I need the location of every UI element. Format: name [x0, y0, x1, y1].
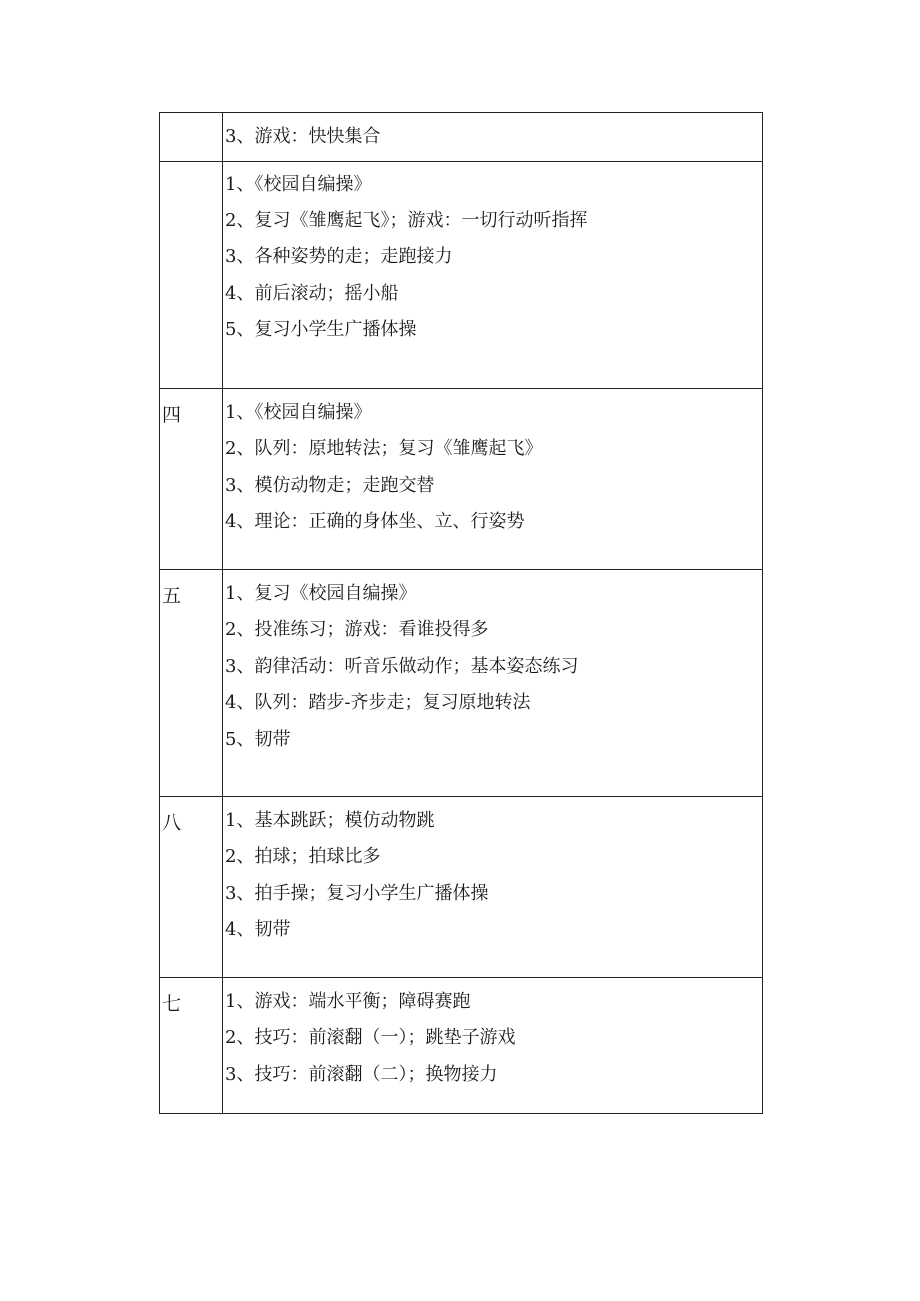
lesson-schedule-table: [159, 112, 763, 1114]
week-cell: [160, 113, 223, 162]
week-cell: 七: [160, 977, 223, 1113]
week-cell: 五: [160, 569, 223, 796]
lesson-item: 1、《校园自编操》: [225, 401, 372, 423]
schedule-row: [160, 161, 763, 388]
lesson-item: 1、复习《校园自编操》: [225, 582, 417, 604]
lesson-item: 3、模仿动物走；走跑交替: [225, 474, 435, 496]
lesson-item: 4、前后滚动；摇小船: [225, 282, 399, 304]
lesson-items-cell: [223, 113, 763, 162]
schedule-row: [160, 977, 763, 1113]
schedule-row: [160, 388, 763, 569]
week-cell: [160, 161, 223, 388]
lesson-items-cell: [223, 796, 763, 977]
lesson-item: 1、《校园自编操》: [225, 173, 372, 195]
lesson-item: 3、各种姿势的走；走跑接力: [225, 246, 453, 267]
lesson-item: 4、理论：正确的身体坐、立、行姿势: [225, 511, 525, 532]
week-cell: 四: [160, 388, 223, 569]
lesson-items-cell: [223, 977, 763, 1113]
lesson-item: 4、队列：踏步-齐步走；复习原地转法: [225, 692, 531, 713]
lesson-item: 3、韵律活动：听音乐做动作；基本姿态练习: [225, 655, 579, 677]
lesson-items-cell: [223, 161, 763, 388]
lesson-item: 3、拍手操；复习小学生广播体操: [225, 882, 489, 904]
lesson-item: 3、技巧：前滚翻（二）；换物接力: [225, 1063, 498, 1085]
lesson-item: 5、韧带: [225, 728, 291, 750]
lesson-item: 3、游戏：快快集合: [225, 126, 381, 147]
lesson-items-cell: [223, 388, 763, 569]
week-cell: 八: [160, 796, 223, 977]
lesson-item: 2、复习《雏鹰起飞》；游戏：一切行动听指挥: [225, 209, 588, 231]
lesson-items-cell: [223, 569, 763, 796]
lesson-item: 4、韧带: [225, 919, 291, 940]
schedule-row: [160, 113, 763, 162]
schedule-row: [160, 569, 763, 796]
lesson-item: 1、游戏：端水平衡；障碍赛跑: [225, 990, 471, 1012]
schedule-row: [160, 796, 763, 977]
lesson-item: 1、基本跳跃；模仿动物跳: [225, 809, 435, 831]
table-body: [160, 113, 763, 1114]
lesson-item: 2、投准练习；游戏：看谁投得多: [225, 619, 489, 640]
lesson-item: 2、拍球；拍球比多: [225, 846, 381, 867]
lesson-item: 2、队列：原地转法；复习《雏鹰起飞》: [225, 438, 543, 459]
lesson-item: 2、技巧：前滚翻（一）；跳垫子游戏: [225, 1027, 516, 1048]
lesson-item: 5、复习小学生广播体操: [225, 319, 417, 340]
